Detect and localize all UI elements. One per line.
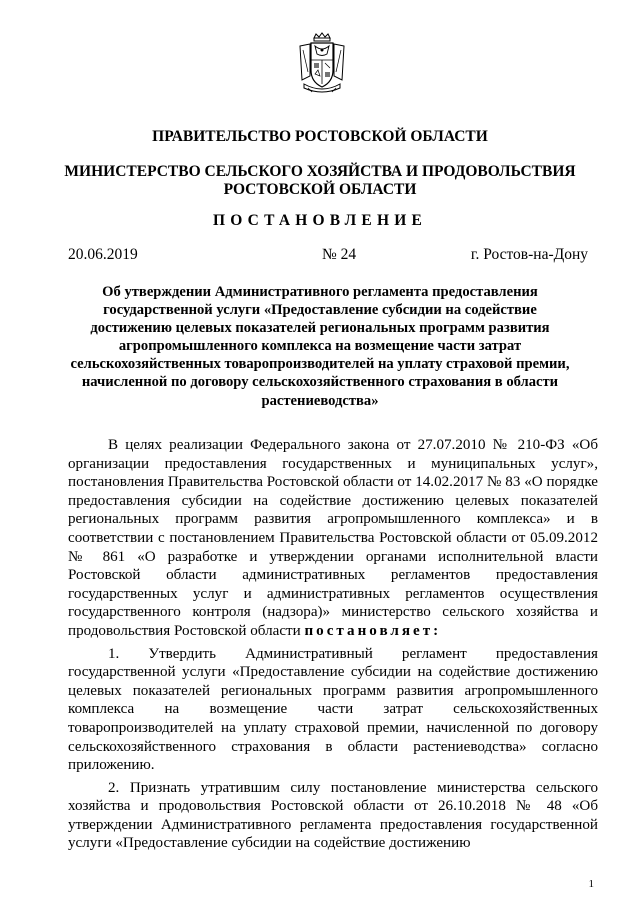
- document-body: [68, 436, 598, 857]
- coat-of-arms-icon: [296, 32, 348, 96]
- preamble-paragraph: [68, 436, 598, 641]
- government-name: ПРАВИТЕЛЬСТВО РОСТОВСКОЙ ОБЛАСТИ: [152, 128, 488, 145]
- document-type: ПОСТАНОВЛЕНИЕ: [212, 212, 428, 229]
- item-1-paragraph: 1. Утвердить Административный регламент предоставления государственной услуги «Предоставление субсидии на содействие достижению целевых показателей региональных программ развития агропромышленного комплекса на возмещение части затрат сельскохозяйственных товаропроизводителей на уплату страховой премии, начисленной по договору сельскохозяйственного страхования в области растениеводства» согласно приложению.: [68, 645, 598, 774]
- page-number: 1: [588, 878, 594, 890]
- preamble-text: В целях реализации Федерального закона от 27.07.2010 № 210-ФЗ «Об организации предоставления государственных и муниципальных услуг», постановления Правительства Ростовской области от 14.02.2017 № 83 «О порядке предоставления субсидии на содействие достижению целевых показателей региональных программ развития агропромышленного комплекса» и в соответствии с постановлением Правительства Ростовской области от 05.09.2012 № 861 «О разработке и утверждении органами исполнительной власти Ростовской области административных регламентов предоставления государственных услуг и административных регламентов осуществления государственного контроля (надзора)» министерство сельского хозяйства и продовольствия Ростовской области: [68, 437, 598, 639]
- item-2-paragraph: 2. Признать утратившим силу постановление министерства сельского хозяйства и продовольствия Ростовской области от 26.10.2018 № 48 «Об утверждении Административного регламента предоставления государственной услуги «Предоставление субсидии на содействие достижению: [68, 779, 598, 852]
- document-title: Об утверждении Административного регламента предоставления государственной услуги «Предоставление субсидии на содействие достижению целевых показателей региональных программ развития агропромышленного комплекса на возмещение части затрат сельскохозяйственных товаропроизводителей на уплату страховой премии, начисленной по договору сельскохозяйственного страхования в области растениеводства»: [70, 284, 570, 409]
- ministry-name: МИНИСТЕРСТВО СЕЛЬСКОГО ХОЗЯЙСТВА И ПРОДОВОЛЬСТВИЯ РОСТОВСКОЙ ОБЛАСТИ: [64, 163, 576, 198]
- document-city: г. Ростов-на-Дону: [470, 246, 588, 263]
- document-number: № 24: [322, 246, 357, 263]
- document-date: 20.06.2019: [68, 246, 138, 263]
- resolves-keyword: постановляет:: [304, 622, 442, 639]
